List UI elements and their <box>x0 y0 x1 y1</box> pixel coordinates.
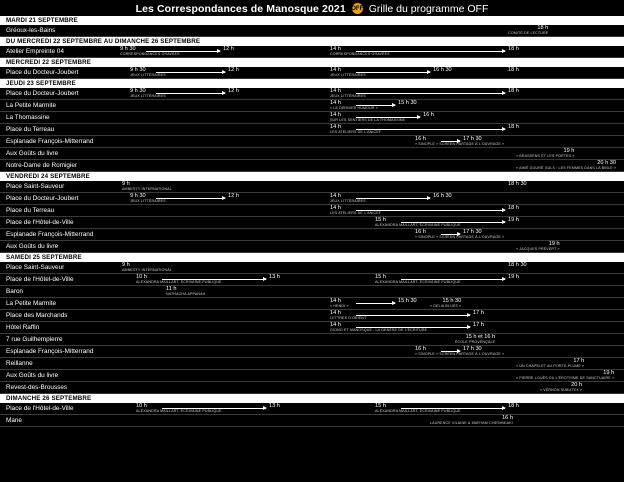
note-time: 20 h <box>571 382 583 388</box>
event-start-time: 14 h <box>330 67 341 73</box>
duration-arrow <box>162 408 266 409</box>
schedule-note[interactable] <box>540 382 582 393</box>
schedule-row <box>0 382 624 394</box>
event-start-time: 9 h <box>122 181 130 187</box>
note-time: 18 h 30 <box>508 181 527 187</box>
schedule-row <box>0 67 624 79</box>
schedule-row <box>0 274 624 286</box>
duration-arrow <box>356 210 505 211</box>
schedule-row <box>0 160 624 172</box>
duration-arrow <box>146 51 220 52</box>
note-time: 19 h <box>603 370 615 376</box>
venue-label: Atelier Empreinte 04 <box>6 48 64 55</box>
event-start-time: 15 h <box>375 403 386 409</box>
event-description: « SINOPLE » SCRÉEN PARTAGE À L'OUVRAGE » <box>415 141 505 146</box>
event-description: GIONO ET MANOSQUE : LA GENÈSE DE L'ÉCRITURE <box>330 327 428 332</box>
schedule-row <box>0 415 624 427</box>
event-start-time: 16 h <box>415 346 426 352</box>
duration-arrow <box>441 141 460 142</box>
event-start-time: 15 h <box>375 217 386 223</box>
schedule-row <box>0 370 624 382</box>
day-header-row <box>0 172 624 181</box>
venue-label: Place de l'Hôtel-de-Ville <box>6 219 74 226</box>
event-start-time: 9 h <box>122 262 130 268</box>
note-time: 19 h <box>563 148 575 154</box>
duration-arrow <box>156 198 225 199</box>
event-start-time: 14 h <box>330 310 341 316</box>
venue-label: Gréoux-les-Bains <box>6 27 56 34</box>
event-start-time: 11 h <box>166 286 177 292</box>
event-start-time: 9 h 30 <box>120 46 136 52</box>
day-header-label: MERCREDI 22 SEPTEMBRE <box>6 59 91 66</box>
duration-arrow <box>356 72 430 73</box>
event-end-time: 15 h 30 <box>398 100 417 106</box>
event-end-time: 16 h <box>423 112 434 118</box>
duration-arrow <box>441 234 460 235</box>
day-header-row <box>0 37 624 46</box>
venue-label: Place du Docteur-Joubert <box>6 69 79 76</box>
event-start-time: 14 h <box>330 298 341 304</box>
duration-arrow <box>356 93 505 94</box>
duration-arrow <box>356 315 470 316</box>
schedule-row <box>0 298 624 310</box>
day-header-label: JEUDI 23 SEPTEMBRE <box>6 80 76 87</box>
event-description: ALEXANDRA MAILLART, ÉCRIVAINE PUBLIQUE <box>136 408 222 413</box>
event-start-time: 14 h <box>330 46 341 52</box>
schedule-row <box>0 100 624 112</box>
event-description: « SINOPLE » SCRÉEN PARTAGE À L'OUVRAGE » <box>415 234 505 239</box>
event-start-time: 16 h <box>415 229 426 235</box>
schedule-row <box>0 229 624 241</box>
off-badge: OFF <box>352 3 363 14</box>
event-start-time: 14 h <box>330 88 341 94</box>
event-end-time: 17 h <box>473 310 484 316</box>
duration-arrow <box>356 51 505 52</box>
venue-label: Place Saint-Sauveur <box>6 183 65 190</box>
venue-label: Notre-Dame de Romigier <box>6 162 78 169</box>
schedule-row <box>0 124 624 136</box>
schedule-note[interactable] <box>508 25 548 36</box>
venue-label: Esplanade François-Mitterrand <box>6 348 94 355</box>
event-description: LES ATELIERS DE L'ANICEF <box>330 129 382 134</box>
event-description: LES ATELIERS DE L'ANICEF <box>330 210 382 215</box>
note-description: « AIMÉ GOURÉ GULS : LES FEMMES DANS LA BIBLE » <box>516 166 616 170</box>
schedule-note[interactable] <box>508 181 527 187</box>
note-description: « VERNON SUBUTEX » <box>540 388 583 392</box>
event-end-time: 16 h 30 <box>433 67 452 73</box>
note-time: 18 h 30 <box>508 262 527 268</box>
event-description: « SINOPLE » SCRÉEN PARTAGE À L'OUVRAGE » <box>415 351 505 356</box>
schedule-row <box>0 358 624 370</box>
duration-arrow <box>401 408 505 409</box>
venue-label: Aux Goûts du livre <box>6 372 59 379</box>
duration-arrow <box>356 327 470 328</box>
note-description: « BRASSENS ET LES POÈTES » <box>516 154 575 158</box>
duration-arrow <box>156 93 225 94</box>
schedule-note[interactable] <box>516 148 574 159</box>
day-header-row <box>0 58 624 67</box>
schedule-row <box>0 403 624 415</box>
event-end-time: 19 h <box>508 274 519 280</box>
day-header-label: DIMANCHE 26 SEPTEMBRE <box>6 395 92 402</box>
event-start-time: 16 h <box>415 136 426 142</box>
schedule-note[interactable] <box>516 358 584 369</box>
duration-arrow <box>162 279 266 280</box>
event-end-time: 13 h <box>269 403 280 409</box>
event-description: JEUX LITTÉRAIRES <box>130 198 166 203</box>
event-start-time: 14 h <box>330 205 341 211</box>
note-description: « PIERRE LOUÊS OU L'ÉROTISME DE SANCTUAIRE » <box>516 376 615 380</box>
event-description: JEUX LITTÉRAIRES <box>130 93 166 98</box>
schedule-row <box>0 205 624 217</box>
schedule-row <box>0 322 624 334</box>
venue-label: Mane <box>6 417 22 424</box>
schedule-row <box>0 181 624 193</box>
event-end-time: 12 h <box>228 67 239 73</box>
note-time: 17 h <box>573 358 585 364</box>
event-description: « HENDI » <box>330 303 349 308</box>
day-header-row <box>0 253 624 262</box>
venue-label: La Petite Marmite <box>6 102 57 109</box>
page-header <box>0 0 624 16</box>
duration-arrow <box>356 117 420 118</box>
schedule-note[interactable] <box>516 160 616 171</box>
note-time: 18 h <box>537 25 549 31</box>
schedule-row <box>0 241 624 253</box>
venue-label: Place du Docteur-Joubert <box>6 90 79 97</box>
event-end-time: 16 h 30 <box>433 193 452 199</box>
event-start-time: 15 h <box>375 274 386 280</box>
event-end-time: 18 h <box>508 205 519 211</box>
event-end-time: 12 h <box>223 46 234 52</box>
event-start-time: 10 h <box>136 403 147 409</box>
schedule-grid <box>0 16 624 427</box>
event-description: ALEXANDRA MAILLART, ÉCRIVAINE PUBLIQUE <box>136 279 222 284</box>
event-end-time: 17 h <box>473 322 484 328</box>
venue-label: Place de l'Hôtel-de-Ville <box>6 276 74 283</box>
event-start-time: 18 h <box>508 67 519 73</box>
note-time: 15 h 30 <box>442 298 462 304</box>
schedule-row <box>0 136 624 148</box>
event-end-time: 12 h <box>228 193 239 199</box>
note-time: 20 h 30 <box>597 160 616 166</box>
event-description: ALEXANDRA MAILLART, ÉCRIVAINE PUBLIQUE <box>375 222 461 227</box>
event-description: JEUX LITTÉRAIRES <box>330 72 366 77</box>
event-start-time: 14 h <box>330 322 341 328</box>
event-description: LETTRES D'ORIENT <box>330 315 367 320</box>
schedule-row <box>0 262 624 274</box>
schedule-note[interactable] <box>430 298 461 309</box>
venue-label: Place de l'Hôtel-de-Ville <box>6 405 74 412</box>
schedule-note[interactable] <box>430 415 513 426</box>
venue-label: La Petite Marmite <box>6 300 57 307</box>
note-description: « JACQUES PRÉVERT » <box>516 247 560 251</box>
venue-label: Revest-des-Brousses <box>6 384 68 391</box>
schedule-row <box>0 334 624 346</box>
day-header-row <box>0 16 624 25</box>
event-end-time: 15 h 30 <box>398 298 417 304</box>
venue-label: La Thomassine <box>6 114 50 121</box>
event-start-time: 9 h 30 <box>130 88 146 94</box>
page-subtitle: Grille du programme OFF <box>368 2 489 15</box>
duration-arrow <box>401 279 505 280</box>
duration-arrow <box>156 72 225 73</box>
event-end-time: 13 h <box>269 274 280 280</box>
venue-label: Place du Terreau <box>6 207 55 214</box>
schedule-row <box>0 346 624 358</box>
event-end-time: 18 h <box>508 124 519 130</box>
note-description: « DELIA BLUES » <box>430 304 462 308</box>
schedule-row <box>0 148 624 160</box>
venue-label: Reillanne <box>6 360 33 367</box>
event-start-time: 14 h <box>330 124 341 130</box>
venue-label: 7 rue Guilhempierre <box>6 336 63 343</box>
event-start-time: 9 h 30 <box>130 67 146 73</box>
day-header-label: DU MERCREDI 22 SEPTEMBRE AU DIMANCHE 26 SEPTEMBRE <box>6 38 201 45</box>
duration-arrow <box>356 105 395 106</box>
schedule-row <box>0 88 624 100</box>
event-end-time: 18 h <box>508 46 519 52</box>
event-start-time: 9 h 30 <box>130 193 146 199</box>
event-description: JEUX LITTÉRAIRES <box>330 93 366 98</box>
duration-arrow <box>401 222 505 223</box>
venue-label: Place du Terreau <box>6 126 55 133</box>
duration-arrow <box>356 129 505 130</box>
event-description: JEUX LITTÉRAIRES <box>130 72 166 77</box>
event-description: CORRESPONDANCES GRAVÉES <box>330 51 390 56</box>
schedule-row <box>0 217 624 229</box>
event-description: AMNESTY INTERNATIONAL <box>122 186 172 191</box>
event-end-time: 17 h 30 <box>463 136 482 142</box>
event-start-time: 14 h <box>330 112 341 118</box>
note-description: LAURENCE VILAINE & MARYAM CHESHMIAKI <box>430 421 513 425</box>
day-header-row <box>0 79 624 88</box>
event-end-time: 18 h <box>508 403 519 409</box>
schedule-row <box>0 46 624 58</box>
note-description: COMITÉ DE LECTURE <box>508 31 549 35</box>
event-description: AMNESTY INTERNATIONAL <box>122 267 172 272</box>
schedule-row <box>0 112 624 124</box>
schedule-row <box>0 310 624 322</box>
schedule-row <box>0 286 624 298</box>
event-start-time: 14 h <box>330 193 341 199</box>
event-end-time: 19 h <box>508 217 519 223</box>
venue-label: Esplanade François-Mitterrand <box>6 231 94 238</box>
event-description: ALEXANDRA MAILLART, ÉCRIVAINE PUBLIQUE <box>375 279 461 284</box>
note-time: 19 h <box>548 241 560 247</box>
event-end-time: 17 h 30 <box>463 346 482 352</box>
schedule-note[interactable] <box>516 241 560 252</box>
event-description: ALEXANDRA MAILLART, ÉCRIVAINE PUBLIQUE <box>375 408 461 413</box>
duration-arrow <box>441 351 460 352</box>
event-start-time: 10 h <box>136 274 147 280</box>
note-time: 16 h <box>502 415 513 421</box>
schedule-row <box>0 193 624 205</box>
schedule-row <box>0 25 624 37</box>
venue-label: Place des Marchands <box>6 312 68 319</box>
page-title: Les Correspondances de Manosque 2021 <box>135 2 346 15</box>
note-description: « UN CHAPELET AU PORTE-PLUME » <box>516 364 585 368</box>
note-description: ÉCOLE PROVENÇALE <box>455 340 496 344</box>
duration-arrow <box>356 198 430 199</box>
event-description: CORRESPONDANCES GRAVÉES <box>120 51 180 56</box>
event-description: JEUX LITTÉRAIRES <box>330 198 366 203</box>
day-header-label: MARDI 21 SEPTEMBRE <box>6 17 78 24</box>
event-description: SUR LES SENTIERS DE LA THOMASSINE <box>330 117 406 122</box>
schedule-note[interactable] <box>508 262 527 268</box>
event-end-time: 17 h 30 <box>463 229 482 235</box>
event-end-time: 18 h <box>508 88 519 94</box>
event-description: « LE DERNIER HUMOUR » <box>330 105 378 110</box>
venue-label: Aux Goûts du livre <box>6 243 59 250</box>
schedule-note[interactable] <box>455 334 495 345</box>
venue-label: Baron <box>6 288 24 295</box>
day-header-label: VENDREDI 24 SEPTEMBRE <box>6 173 90 180</box>
venue-label: Hôtel Raffin <box>6 324 40 331</box>
event-start-time: 14 h <box>330 100 341 106</box>
duration-arrow <box>356 303 395 304</box>
day-header-row <box>0 394 624 403</box>
schedule-note[interactable] <box>516 370 614 381</box>
note-time: 15 h et 16 h <box>465 334 496 340</box>
venue-label: Esplanade François-Mitterrand <box>6 138 94 145</box>
venue-label: Place du Docteur-Joubert <box>6 195 79 202</box>
event-description: NATHACHA APPANAH <box>166 291 206 296</box>
day-header-label: SAMEDI 25 SEPTEMBRE <box>6 254 82 261</box>
venue-label: Aux Goûts du livre <box>6 150 59 157</box>
event-end-time: 12 h <box>228 88 239 94</box>
venue-label: Place Saint-Sauveur <box>6 264 65 271</box>
